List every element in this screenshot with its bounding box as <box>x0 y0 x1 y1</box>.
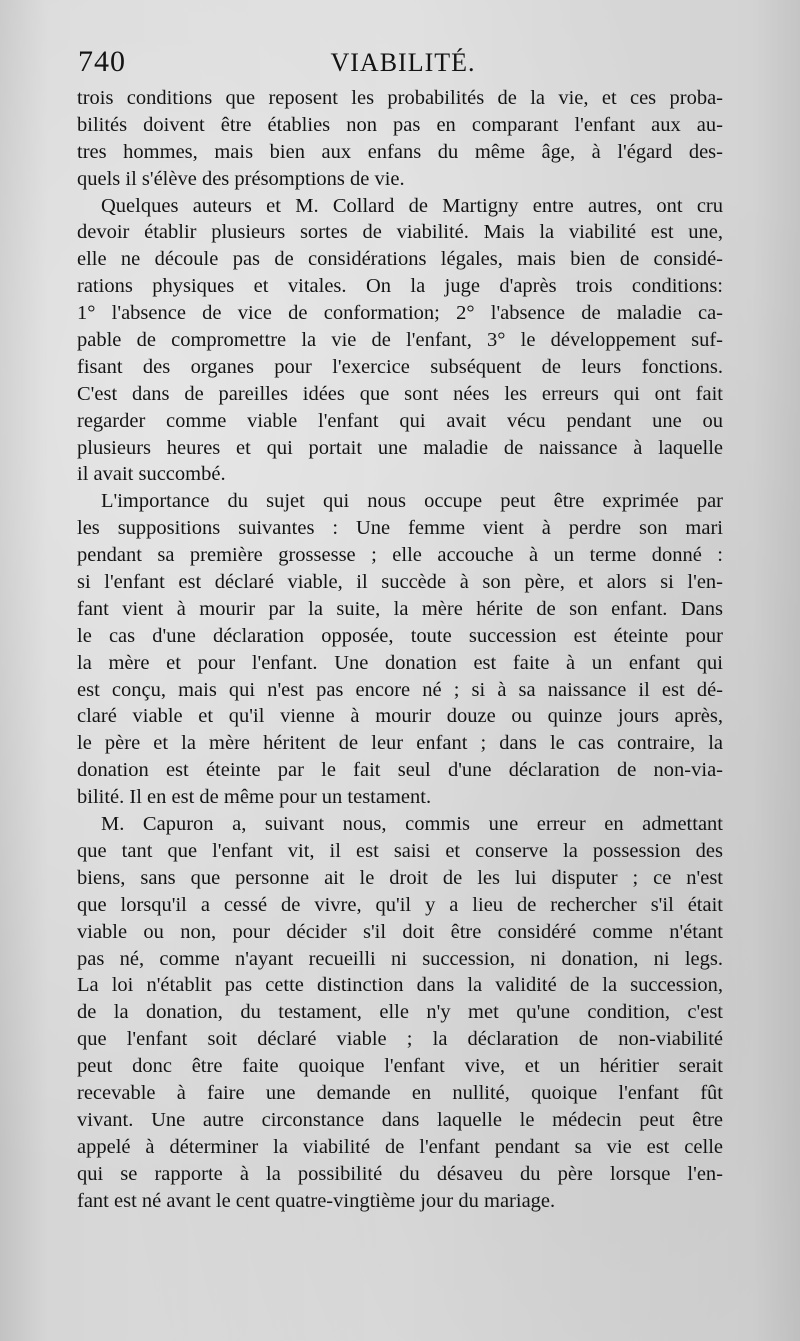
text-line: rations physiques et vitales. On la juge d'après trois conditions: <box>77 275 723 298</box>
text-line: pas né, comme n'ayant recueilli ni succession, ni donation, ni legs. <box>77 947 723 970</box>
text-line: le cas d'une déclaration opposée, toute succession est éteinte pour <box>77 624 723 647</box>
text-line: bilité. Il en est de même pour un testament. <box>77 786 432 809</box>
running-title: VIABILITÉ. <box>330 48 476 77</box>
text-line: M. Capuron a, suivant nous, commis une erreur en admettant <box>101 813 723 836</box>
text-line: il avait succombé. <box>77 463 226 486</box>
text-line: fant est né avant le cent quatre-vingtième jour du mariage. <box>77 1189 556 1212</box>
text-line: les suppositions suivantes : Une femme vient à perdre son mari <box>77 517 723 540</box>
page-number: 740 <box>78 45 126 78</box>
text-line: pendant sa première grossesse ; elle accouche à un terme donné : <box>77 544 723 567</box>
paragraph-1 <box>77 85 723 193</box>
paragraph-3 <box>77 488 723 811</box>
text-line: vivant. Une autre circonstance dans laquelle le médecin peut être <box>77 1108 723 1131</box>
text-line: devoir établir plusieurs sortes de viabilité. Mais la viabilité est une, <box>77 221 723 244</box>
text-line: viable ou non, pour décider s'il doit être considéré comme n'étant <box>77 920 723 943</box>
text-line: 1° l'absence de vice de conformation; 2° l'absence de maladie ca- <box>77 302 723 325</box>
text-line: plusieurs heures et qui portait une maladie de naissance à laquelle <box>77 436 723 459</box>
text-line: si l'enfant est déclaré viable, il succède à son père, et alors si l'en- <box>77 571 723 594</box>
text-line: de la donation, du testament, elle n'y met qu'une condition, c'est <box>77 1001 723 1024</box>
text-line: C'est dans de pareilles idées que sont nées les erreurs qui ont fait <box>77 382 723 405</box>
text-line: peut donc être faite quoique l'enfant vive, et un héritier serait <box>77 1055 723 1078</box>
text-line: bilités doivent être établies non pas en comparant l'enfant aux au- <box>77 113 723 136</box>
text-line: donation est éteinte par le fait seul d'une déclaration de non-via- <box>77 759 723 782</box>
body-text <box>77 85 723 1214</box>
text-line: quels il s'élève des présomptions de vie. <box>77 167 405 190</box>
text-line: que lorsqu'il a cessé de vivre, qu'il y a lieu de rechercher s'il était <box>77 893 723 916</box>
paragraph-4 <box>77 811 723 1214</box>
text-line: L'importance du sujet qui nous occupe peut être exprimée par <box>101 490 723 513</box>
text-line: est conçu, mais qui n'est pas encore né ; si à sa naissance il est dé- <box>77 678 723 701</box>
text-line: Quelques auteurs et M. Collard de Martigny entre autres, ont cru <box>101 194 723 217</box>
text-line: que tant que l'enfant vit, il est saisi et conserve la possession des <box>77 839 723 862</box>
text-line: que l'enfant soit déclaré viable ; la déclaration de non-viabilité <box>77 1028 723 1051</box>
text-line: regarder comme viable l'enfant qui avait vécu pendant une ou <box>77 409 723 432</box>
text-line: appelé à déterminer la viabilité de l'enfant pendant sa vie est celle <box>77 1135 723 1158</box>
text-line: pable de compromettre la vie de l'enfant, 3° le développement suf- <box>77 329 723 352</box>
text-line: trois conditions que reposent les probabilités de la vie, et ces proba- <box>77 87 723 109</box>
text-line: elle ne découle pas de considérations légales, mais bien de considé- <box>77 248 723 271</box>
text-line: biens, sans que personne ait le droit de les lui disputer ; ce n'est <box>77 866 723 889</box>
text-line: fant vient à mourir par la suite, la mère hérite de son enfant. Dans <box>77 597 723 620</box>
paragraph-2 <box>77 193 723 489</box>
text-line: le père et la mère héritent de leur enfant ; dans le cas contraire, la <box>77 732 723 755</box>
text-line: tres hommes, mais bien aux enfans du même âge, à l'égard des- <box>77 140 723 163</box>
text-line: La loi n'établit pas cette distinction dans la validité de la succession, <box>77 974 723 997</box>
text-line: qui se rapporte à la possibilité du désaveu du père lorsque l'en- <box>77 1162 723 1185</box>
text-line: fisant des organes pour l'exercice subséquent de leurs fonctions. <box>77 355 723 378</box>
text-line: claré viable et qu'il vienne à mourir douze ou quinze jours après, <box>77 705 723 728</box>
text-line: la mère et pour l'enfant. Une donation est faite à un enfant qui <box>77 651 723 674</box>
text-line: recevable à faire une demande en nullité, quoique l'enfant fût <box>77 1081 723 1104</box>
page-header <box>78 44 728 80</box>
